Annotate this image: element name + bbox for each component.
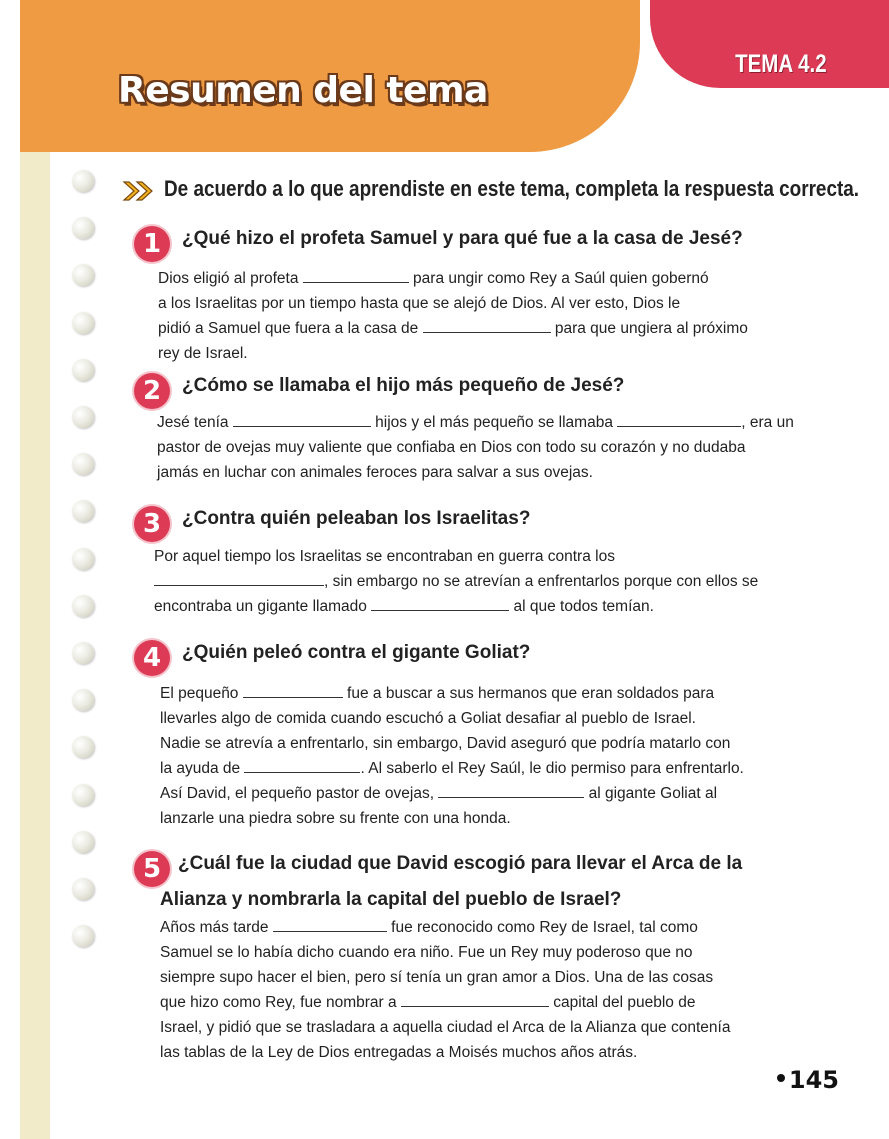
notebook-hole bbox=[72, 453, 94, 475]
notebook-hole bbox=[72, 359, 94, 381]
notebook-hole bbox=[72, 925, 94, 947]
page-number bbox=[777, 1066, 839, 1094]
body-line: siempre supo hacer el bien, pero sí tenía un gran amor a Dios. Una de las cosas bbox=[160, 969, 714, 986]
body-line: llevarles algo de comida cuando escuchó a Goliat desafiar al pueblo de Israel. bbox=[160, 710, 696, 727]
notebook-hole bbox=[72, 264, 94, 286]
question-body bbox=[160, 681, 744, 831]
question-body bbox=[160, 915, 730, 1065]
body-line: pidió a Samuel que fuera a la casa de para que ungiera al próximo bbox=[158, 320, 748, 337]
notebook-hole bbox=[72, 831, 94, 853]
body-line: El pequeño fue a buscar a sus hermanos que eran soldados para bbox=[160, 685, 715, 702]
body-line: pastor de ovejas muy valiente que confiaba en Dios con todo su corazón y no dudaba bbox=[157, 439, 746, 456]
instruction bbox=[122, 176, 860, 206]
body-line: , sin embargo no se atrevían a enfrentarlos porque con ellos se bbox=[154, 569, 758, 594]
question-title: ¿Cómo se llamaba el hijo más pequeño de Jesé? bbox=[182, 375, 625, 396]
body-line: Samuel se lo había dicho cuando era niño. Fue un Rey muy poderoso que no bbox=[160, 944, 693, 961]
body-line: encontraba un gigante llamado al que todos temían. bbox=[154, 598, 654, 615]
question-title: ¿Qué hizo el profeta Samuel y para qué fue a la casa de Jesé? bbox=[182, 228, 743, 249]
notebook-hole bbox=[72, 548, 94, 570]
notebook-hole bbox=[72, 500, 94, 522]
notebook-hole bbox=[72, 595, 94, 617]
body-line: jamás en luchar con animales feroces para salvar a sus ovejas. bbox=[157, 464, 593, 481]
tema-label: TEMA 4.2 bbox=[735, 50, 827, 78]
body-line: Nadie se atrevía a enfrentarlo, sin embargo, David aseguró que podría matarlo con bbox=[160, 735, 731, 752]
answer-blank[interactable] bbox=[243, 683, 343, 698]
body-line: a los Israelitas por un tiempo hasta que se alejó de Dios. Al ver esto, Dios le bbox=[158, 295, 681, 312]
answer-blank[interactable] bbox=[617, 412, 741, 427]
question-title: ¿Quién peleó contra el gigante Goliat? bbox=[182, 642, 531, 663]
question-title: ¿Contra quién peleaban los Israelitas? bbox=[182, 508, 531, 529]
answer-blank[interactable] bbox=[401, 992, 549, 1007]
answer-blank[interactable] bbox=[371, 596, 509, 611]
body-line: Israel, y pidió que se trasladara a aquella ciudad el Arca de la Alianza que contenía bbox=[160, 1019, 731, 1036]
body-line: lanzarle una piedra sobre su frente con una honda. bbox=[160, 810, 511, 827]
instruction-text: De acuerdo a lo que aprendiste en este tema, completa la respuesta correcta. bbox=[164, 176, 860, 201]
answer-blank[interactable] bbox=[303, 268, 409, 283]
answer-blank[interactable] bbox=[423, 318, 551, 333]
notebook-margin-strip bbox=[20, 0, 50, 1139]
notebook-hole bbox=[72, 312, 94, 334]
notebook-hole bbox=[72, 170, 94, 192]
answer-blank[interactable] bbox=[154, 571, 324, 586]
page-number-text: 145 bbox=[788, 1066, 839, 1094]
answer-blank[interactable] bbox=[244, 758, 360, 773]
notebook-hole bbox=[72, 784, 94, 806]
notebook-hole bbox=[72, 878, 94, 900]
answer-blank[interactable] bbox=[233, 412, 371, 427]
answer-blank[interactable] bbox=[273, 917, 387, 932]
notebook-holes bbox=[72, 170, 102, 970]
question-number-badge: 4 bbox=[134, 640, 170, 676]
notebook-hole bbox=[72, 689, 94, 711]
body-line: Jesé tenía hijos y el más pequeño se llamaba , era un bbox=[157, 414, 794, 431]
question-number-badge: 5 bbox=[134, 851, 170, 887]
page-title: Resumen del tema bbox=[118, 70, 488, 111]
body-line: las tablas de la Ley de Dios entregadas a Moisés muchos años atrás. bbox=[160, 1044, 638, 1061]
bullet-dot bbox=[777, 1074, 785, 1082]
question-body bbox=[158, 266, 748, 366]
question-number-badge: 1 bbox=[134, 226, 170, 262]
body-line: Así David, el pequeño pastor de ovejas, al gigante Goliat al bbox=[160, 785, 718, 802]
body-line: la ayuda de . Al saberlo el Rey Saúl, le dio permiso para enfrentarlo. bbox=[160, 760, 744, 777]
question-body bbox=[157, 410, 794, 485]
question-number-badge: 2 bbox=[134, 373, 170, 409]
answer-blank[interactable] bbox=[438, 783, 584, 798]
tema-badge bbox=[650, 0, 889, 88]
question-number-badge: 3 bbox=[134, 506, 170, 542]
notebook-hole bbox=[72, 642, 94, 664]
question-title: ¿Cuál fue la ciudad que David escogió para llevar el Arca de la bbox=[178, 853, 743, 874]
body-line: que hizo como Rey, fue nombrar a capital del pueblo de bbox=[160, 994, 696, 1011]
body-line: Dios eligió al profeta para ungir como Rey a Saúl quien gobernó bbox=[158, 270, 709, 287]
notebook-hole bbox=[72, 736, 94, 758]
notebook-hole bbox=[72, 217, 94, 239]
body-line: rey de Israel. bbox=[158, 345, 248, 362]
notebook-hole bbox=[72, 406, 94, 428]
question-title-line-2: Alianza y nombrarla la capital del pueblo de Israel? bbox=[160, 889, 622, 910]
body-line: Por aquel tiempo los Israelitas se encontraban en guerra contra los bbox=[154, 548, 615, 565]
body-line: Años más tarde fue reconocido como Rey de Israel, tal como bbox=[160, 919, 698, 936]
double-chevron-icon bbox=[122, 180, 156, 202]
question-body bbox=[154, 544, 758, 619]
